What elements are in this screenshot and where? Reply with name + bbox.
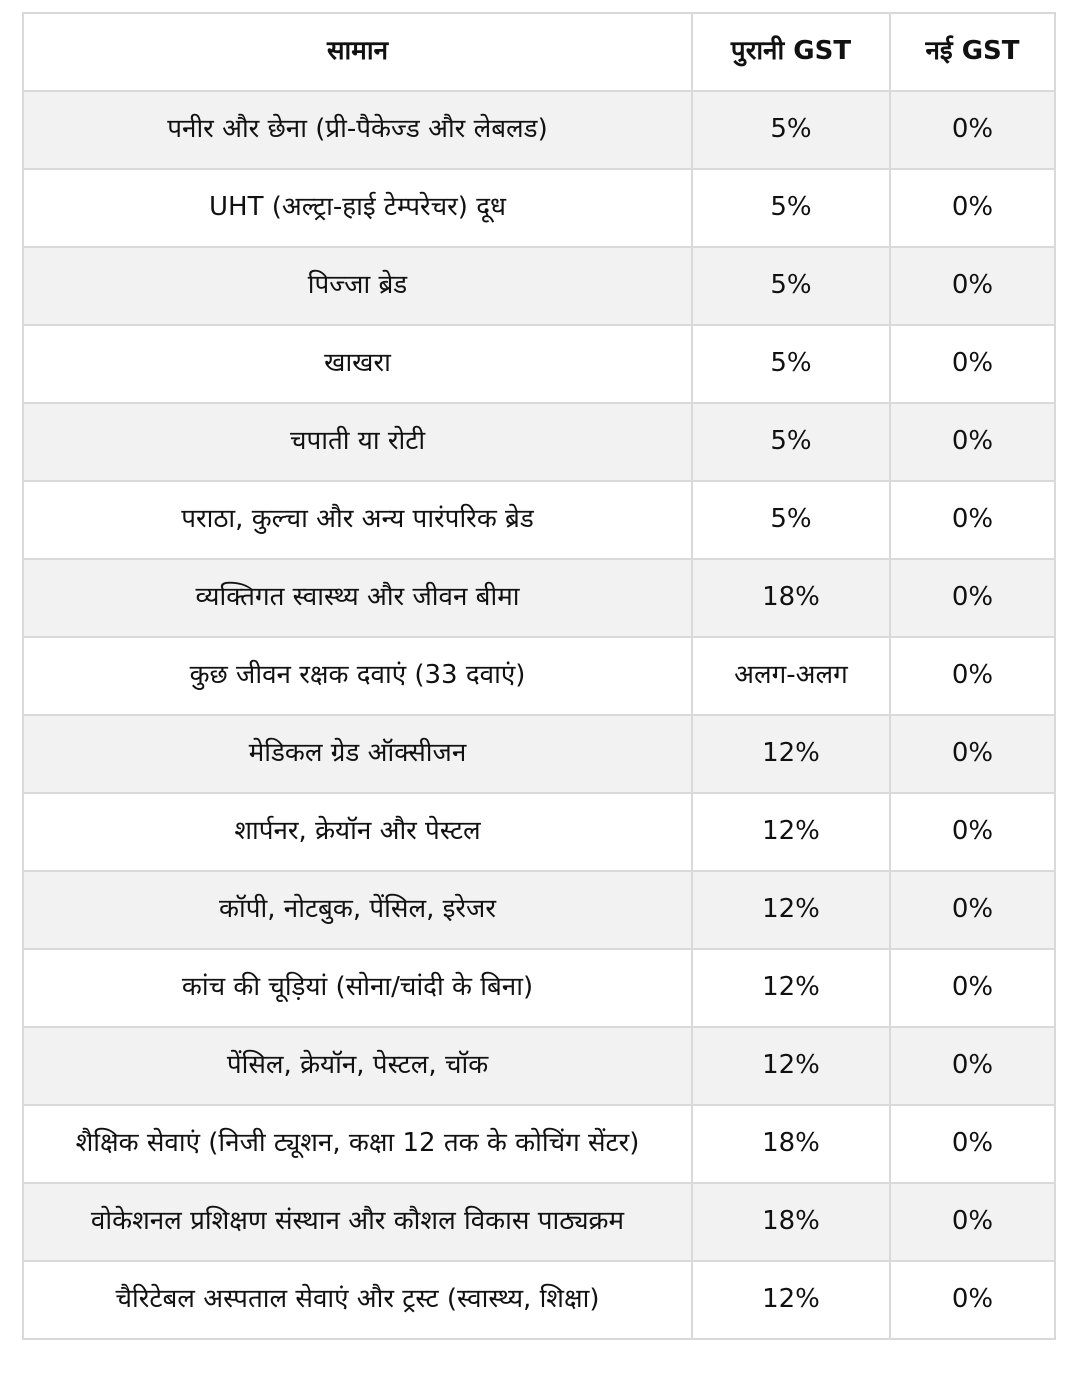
gst-table-container	[22, 12, 1054, 1340]
table-row	[23, 559, 1055, 637]
table-row	[23, 949, 1055, 1027]
item-cell: चपाती या रोटी	[23, 403, 692, 481]
header-new-gst: नई GST	[890, 13, 1055, 91]
new-gst-cell: 0%	[890, 637, 1055, 715]
table-row	[23, 169, 1055, 247]
new-gst-cell: 0%	[890, 325, 1055, 403]
item-cell: कांच की चूड़ियां (सोना/चांदी के बिना)	[23, 949, 692, 1027]
table-row	[23, 1261, 1055, 1339]
item-cell: व्यक्तिगत स्वास्थ्य और जीवन बीमा	[23, 559, 692, 637]
new-gst-cell: 0%	[890, 559, 1055, 637]
item-cell: कुछ जीवन रक्षक दवाएं (33 दवाएं)	[23, 637, 692, 715]
table-row	[23, 481, 1055, 559]
table-row	[23, 1027, 1055, 1105]
table-header-row	[23, 13, 1055, 91]
table-row	[23, 1105, 1055, 1183]
item-cell: मेडिकल ग्रेड ऑक्सीजन	[23, 715, 692, 793]
item-cell: कॉपी, नोटबुक, पेंसिल, इरेजर	[23, 871, 692, 949]
table-row	[23, 637, 1055, 715]
table-row	[23, 403, 1055, 481]
old-gst-cell: 18%	[692, 1105, 890, 1183]
item-cell: खाखरा	[23, 325, 692, 403]
old-gst-cell: 5%	[692, 481, 890, 559]
new-gst-cell: 0%	[890, 793, 1055, 871]
item-cell: UHT (अल्ट्रा-हाई टेम्परेचर) दूध	[23, 169, 692, 247]
new-gst-cell: 0%	[890, 949, 1055, 1027]
new-gst-cell: 0%	[890, 1261, 1055, 1339]
new-gst-cell: 0%	[890, 403, 1055, 481]
item-cell: वोकेशनल प्रशिक्षण संस्थान और कौशल विकास पाठ्यक्रम	[23, 1183, 692, 1261]
old-gst-cell: 12%	[692, 949, 890, 1027]
table-row	[23, 715, 1055, 793]
table-row	[23, 793, 1055, 871]
old-gst-cell: 12%	[692, 1027, 890, 1105]
old-gst-cell: 12%	[692, 715, 890, 793]
old-gst-cell: 5%	[692, 247, 890, 325]
header-old-gst: पुरानी GST	[692, 13, 890, 91]
item-cell: पिज्जा ब्रेड	[23, 247, 692, 325]
item-cell: पनीर और छेना (प्री-पैकेज्ड और लेबलड)	[23, 91, 692, 169]
table-row	[23, 247, 1055, 325]
old-gst-cell: 5%	[692, 91, 890, 169]
item-cell: पेंसिल, क्रेयॉन, पेस्टल, चॉक	[23, 1027, 692, 1105]
new-gst-cell: 0%	[890, 169, 1055, 247]
item-cell: शैक्षिक सेवाएं (निजी ट्यूशन, कक्षा 12 तक के कोचिंग सेंटर)	[23, 1105, 692, 1183]
old-gst-cell: 18%	[692, 1183, 890, 1261]
item-cell: पराठा, कुल्चा और अन्य पारंपरिक ब्रेड	[23, 481, 692, 559]
table-row	[23, 91, 1055, 169]
gst-rate-table	[22, 12, 1056, 1340]
old-gst-cell: 5%	[692, 403, 890, 481]
new-gst-cell: 0%	[890, 871, 1055, 949]
item-cell: चैरिटेबल अस्पताल सेवाएं और ट्रस्ट (स्वास्थ्य, शिक्षा)	[23, 1261, 692, 1339]
old-gst-cell: 18%	[692, 559, 890, 637]
table-row	[23, 325, 1055, 403]
old-gst-cell: 12%	[692, 793, 890, 871]
old-gst-cell: अलग-अलग	[692, 637, 890, 715]
new-gst-cell: 0%	[890, 91, 1055, 169]
new-gst-cell: 0%	[890, 1183, 1055, 1261]
header-item: सामान	[23, 13, 692, 91]
new-gst-cell: 0%	[890, 1027, 1055, 1105]
new-gst-cell: 0%	[890, 247, 1055, 325]
old-gst-cell: 5%	[692, 169, 890, 247]
table-row	[23, 871, 1055, 949]
table-row	[23, 1183, 1055, 1261]
old-gst-cell: 5%	[692, 325, 890, 403]
item-cell: शार्पनर, क्रेयॉन और पेस्टल	[23, 793, 692, 871]
new-gst-cell: 0%	[890, 481, 1055, 559]
old-gst-cell: 12%	[692, 1261, 890, 1339]
new-gst-cell: 0%	[890, 715, 1055, 793]
new-gst-cell: 0%	[890, 1105, 1055, 1183]
old-gst-cell: 12%	[692, 871, 890, 949]
